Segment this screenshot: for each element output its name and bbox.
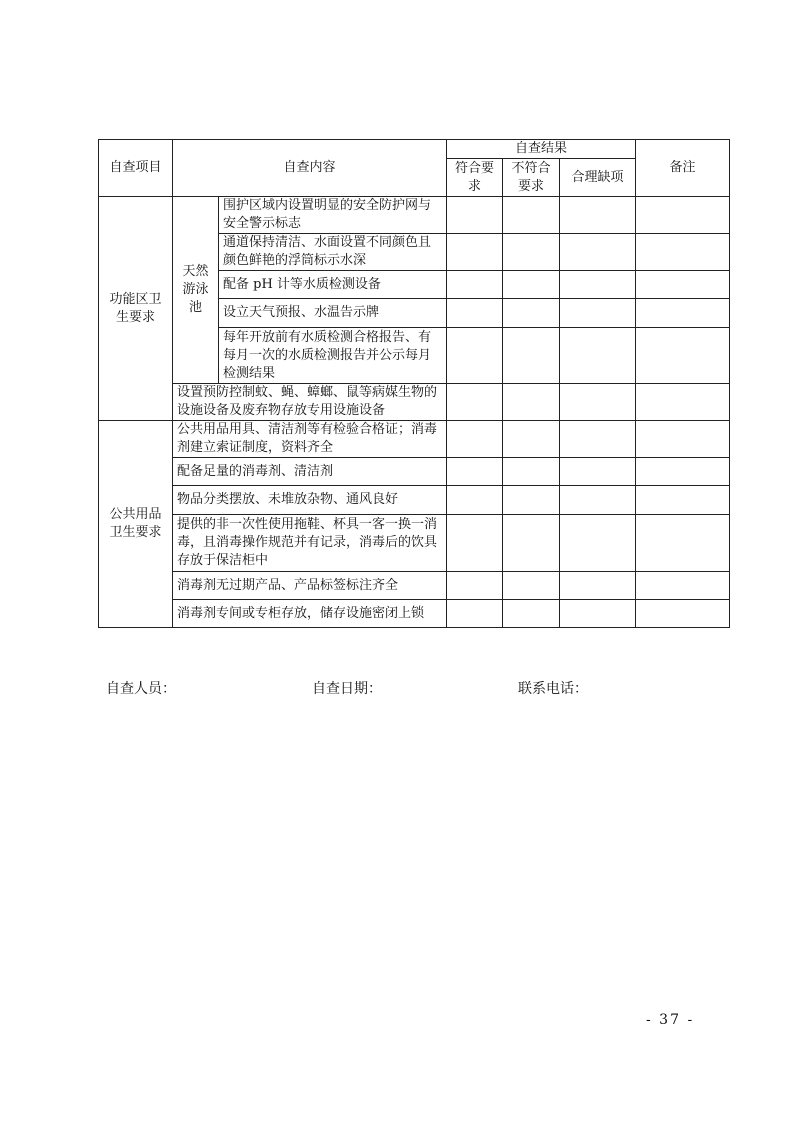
- page-number: - 37 -: [646, 1012, 695, 1028]
- nonconform-cell[interactable]: [503, 328, 560, 384]
- conform-cell[interactable]: [447, 328, 503, 384]
- remark-cell[interactable]: [636, 486, 730, 515]
- check-item-content: 通道保持清洁、水面设置不同颜色且颜色鲜艳的浮筒标示水深: [219, 234, 447, 271]
- conform-cell[interactable]: [447, 572, 503, 600]
- conform-cell[interactable]: [447, 600, 503, 628]
- nonconform-cell[interactable]: [503, 600, 560, 628]
- check-item-content: 围护区域内设置明显的安全防护网与安全警示标志: [219, 197, 447, 234]
- header-item: 自查项目: [99, 140, 173, 197]
- remark-cell[interactable]: [636, 234, 730, 271]
- conform-cell[interactable]: [447, 384, 503, 421]
- check-item-content: 消毒剂专间或专柜存放，储存设施密闭上锁: [173, 600, 447, 628]
- conform-cell[interactable]: [447, 299, 503, 328]
- check-item-content: 配备足量的消毒剂、清洁剂: [173, 458, 447, 486]
- section-functional-area-label: 功能区卫生要求: [99, 197, 173, 421]
- nonconform-cell[interactable]: [503, 384, 560, 421]
- conform-cell[interactable]: [447, 486, 503, 515]
- check-item-content: 消毒剂无过期产品、产品标签标注齐全: [173, 572, 447, 600]
- remark-cell[interactable]: [636, 271, 730, 299]
- lacking-cell[interactable]: [560, 234, 636, 271]
- nonconform-cell[interactable]: [503, 421, 560, 458]
- lacking-cell[interactable]: [560, 197, 636, 234]
- lacking-cell[interactable]: [560, 271, 636, 299]
- check-item-content: 配备 pH 计等水质检测设备: [219, 271, 447, 299]
- conform-cell[interactable]: [447, 234, 503, 271]
- inspector-field-label: 自查人员：: [106, 681, 176, 697]
- nonconform-cell[interactable]: [503, 197, 560, 234]
- natural-pool-label: 天然游泳池: [173, 197, 219, 384]
- conform-cell[interactable]: [447, 197, 503, 234]
- conform-cell[interactable]: [447, 458, 503, 486]
- self-inspection-table: [98, 139, 730, 628]
- header-conform: 符合要求: [447, 159, 503, 197]
- check-item-content: 物品分类摆放、未堆放杂物、通风良好: [173, 486, 447, 515]
- nonconform-cell[interactable]: [503, 271, 560, 299]
- remark-cell[interactable]: [636, 600, 730, 628]
- header-content: 自查内容: [173, 140, 447, 197]
- remark-cell[interactable]: [636, 458, 730, 486]
- header-result: 自查结果: [447, 140, 636, 159]
- section-public-goods-label: 公共用品卫生要求: [99, 421, 173, 628]
- check-item-content: 公共用品用具、清洁剂等有检验合格证；消毒剂建立索证制度，资料齐全: [173, 421, 447, 458]
- remark-cell[interactable]: [636, 197, 730, 234]
- remark-cell[interactable]: [636, 572, 730, 600]
- remark-cell[interactable]: [636, 299, 730, 328]
- lacking-cell[interactable]: [560, 458, 636, 486]
- lacking-cell[interactable]: [560, 299, 636, 328]
- check-item-content: 设置预防控制蚊、蝇、蟑螂、鼠等病媒生物的设施设备及废弃物存放专用设施设备: [173, 384, 447, 421]
- lacking-cell[interactable]: [560, 515, 636, 572]
- conform-cell[interactable]: [447, 421, 503, 458]
- lacking-cell[interactable]: [560, 328, 636, 384]
- lacking-cell[interactable]: [560, 421, 636, 458]
- check-item-content: 提供的非一次性使用拖鞋、杯具一客一换一消毒，且消毒操作规范并有记录，消毒后的饮具存放于保洁柜中: [173, 515, 447, 572]
- remark-cell[interactable]: [636, 384, 730, 421]
- lacking-cell[interactable]: [560, 486, 636, 515]
- lacking-cell[interactable]: [560, 384, 636, 421]
- header-nonconform: 不符合要求: [503, 159, 560, 197]
- inspection-date-field-label: 自查日期：: [312, 681, 382, 697]
- conform-cell[interactable]: [447, 271, 503, 299]
- header-remark: 备注: [636, 140, 730, 197]
- phone-field-label: 联系电话：: [518, 681, 588, 697]
- nonconform-cell[interactable]: [503, 458, 560, 486]
- remark-cell[interactable]: [636, 421, 730, 458]
- remark-cell[interactable]: [636, 328, 730, 384]
- nonconform-cell[interactable]: [503, 486, 560, 515]
- check-item-content: 每年开放前有水质检测合格报告、有每月一次的水质检测报告并公示每月检测结果: [219, 328, 447, 384]
- check-item-content: 设立天气预报、水温告示牌: [219, 299, 447, 328]
- nonconform-cell[interactable]: [503, 572, 560, 600]
- nonconform-cell[interactable]: [503, 515, 560, 572]
- nonconform-cell[interactable]: [503, 299, 560, 328]
- header-lacking: 合理缺项: [560, 159, 636, 197]
- conform-cell[interactable]: [447, 515, 503, 572]
- lacking-cell[interactable]: [560, 600, 636, 628]
- lacking-cell[interactable]: [560, 572, 636, 600]
- remark-cell[interactable]: [636, 515, 730, 572]
- nonconform-cell[interactable]: [503, 234, 560, 271]
